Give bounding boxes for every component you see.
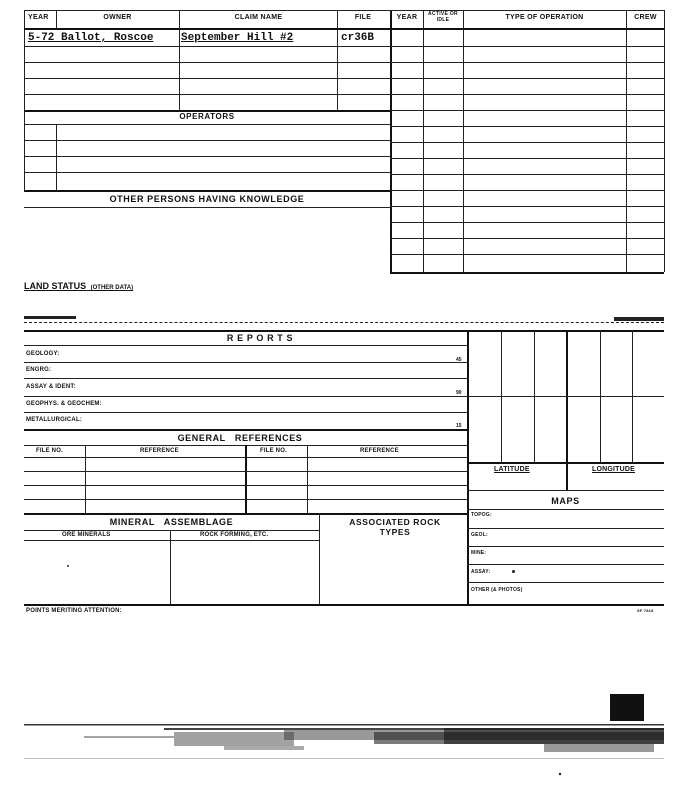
form-code: SF 7818 [637,608,654,613]
report-row-assay: ASSAY & IDENT: [26,384,76,390]
scan-noise-left [24,316,76,319]
ore-minerals-dot [67,565,69,567]
report-row-engrg: ENGRG: [26,367,52,373]
scan-noise-band [24,718,664,778]
ref-header-file-no-2: FILE NO. [260,448,287,454]
land-status-subtitle: (OTHER DATA) [90,285,134,291]
header-year: YEAR [28,14,49,21]
header-claim-name: CLAIM NAME [234,14,283,21]
header-owner: OWNER [103,14,132,21]
header-crew: CREW [634,14,657,21]
land-status-title: LAND STATUS [24,281,87,291]
other-persons-title: OTHER PERSONS HAVING KNOWLEDGE [109,194,305,204]
entry-claim-name: September Hill #2 [181,32,294,44]
maps-row-topog: TOPOG: [471,512,492,518]
maps-row-mine: MINE: [471,550,487,556]
maps-title: MAPS [551,496,580,506]
longitude-label: LONGITUDE [592,466,636,473]
reports-title: R E P O R T S [226,333,294,343]
report-num-assay: 90 [456,390,462,396]
ref-header-reference-2: REFERENCE [360,448,399,454]
entry-file: cr36B [341,32,375,44]
header-op-year: YEAR [396,14,418,21]
entry-year-owner: 5-72 Ballot, Roscoe [28,32,154,44]
maps-row-geol: GEOL: [471,532,488,538]
report-num-metallurgical: 15 [456,423,462,429]
rock-forming-label: ROCK FORMING, ETC. [200,532,269,538]
associated-rock-types-label: ASSOCIATED ROCK TYPES [349,517,441,537]
maps-row-other: OTHER (& PHOTOS) [471,587,523,593]
scan-black-square [610,694,644,721]
maps-assay-dot [512,570,515,573]
mineral-assemblage-title: MINERAL ASSEMBLAGE [109,517,234,527]
points-meriting-attention: POINTS MERITING ATTENTION: [26,608,122,614]
header-file: FILE [354,14,372,21]
ore-minerals-label: ORE MINERALS [62,532,111,538]
maps-row-assay: ASSAY: [471,569,491,575]
header-type-of-operation: TYPE OF OPERATION [505,14,584,21]
report-row-geophys: GEOPHYS. & GEOCHEM: [26,401,102,407]
ref-header-file-no-1: FILE NO. [36,448,63,454]
ref-header-reference-1: REFERENCE [140,448,179,454]
report-row-geology: GEOLOGY: [26,351,60,357]
report-row-metallurgical: METALLURGICAL: [26,417,83,423]
land-status-heading [24,276,133,294]
operators-title: OPERATORS [179,112,235,121]
scan-noise-right [614,317,664,321]
report-num-geology: 45 [456,357,462,363]
latitude-label: LATITUDE [494,466,530,473]
header-active-idle: ACTIVE OR IDLE [428,11,458,23]
general-references-title: GENERAL REFERENCES [177,433,303,443]
